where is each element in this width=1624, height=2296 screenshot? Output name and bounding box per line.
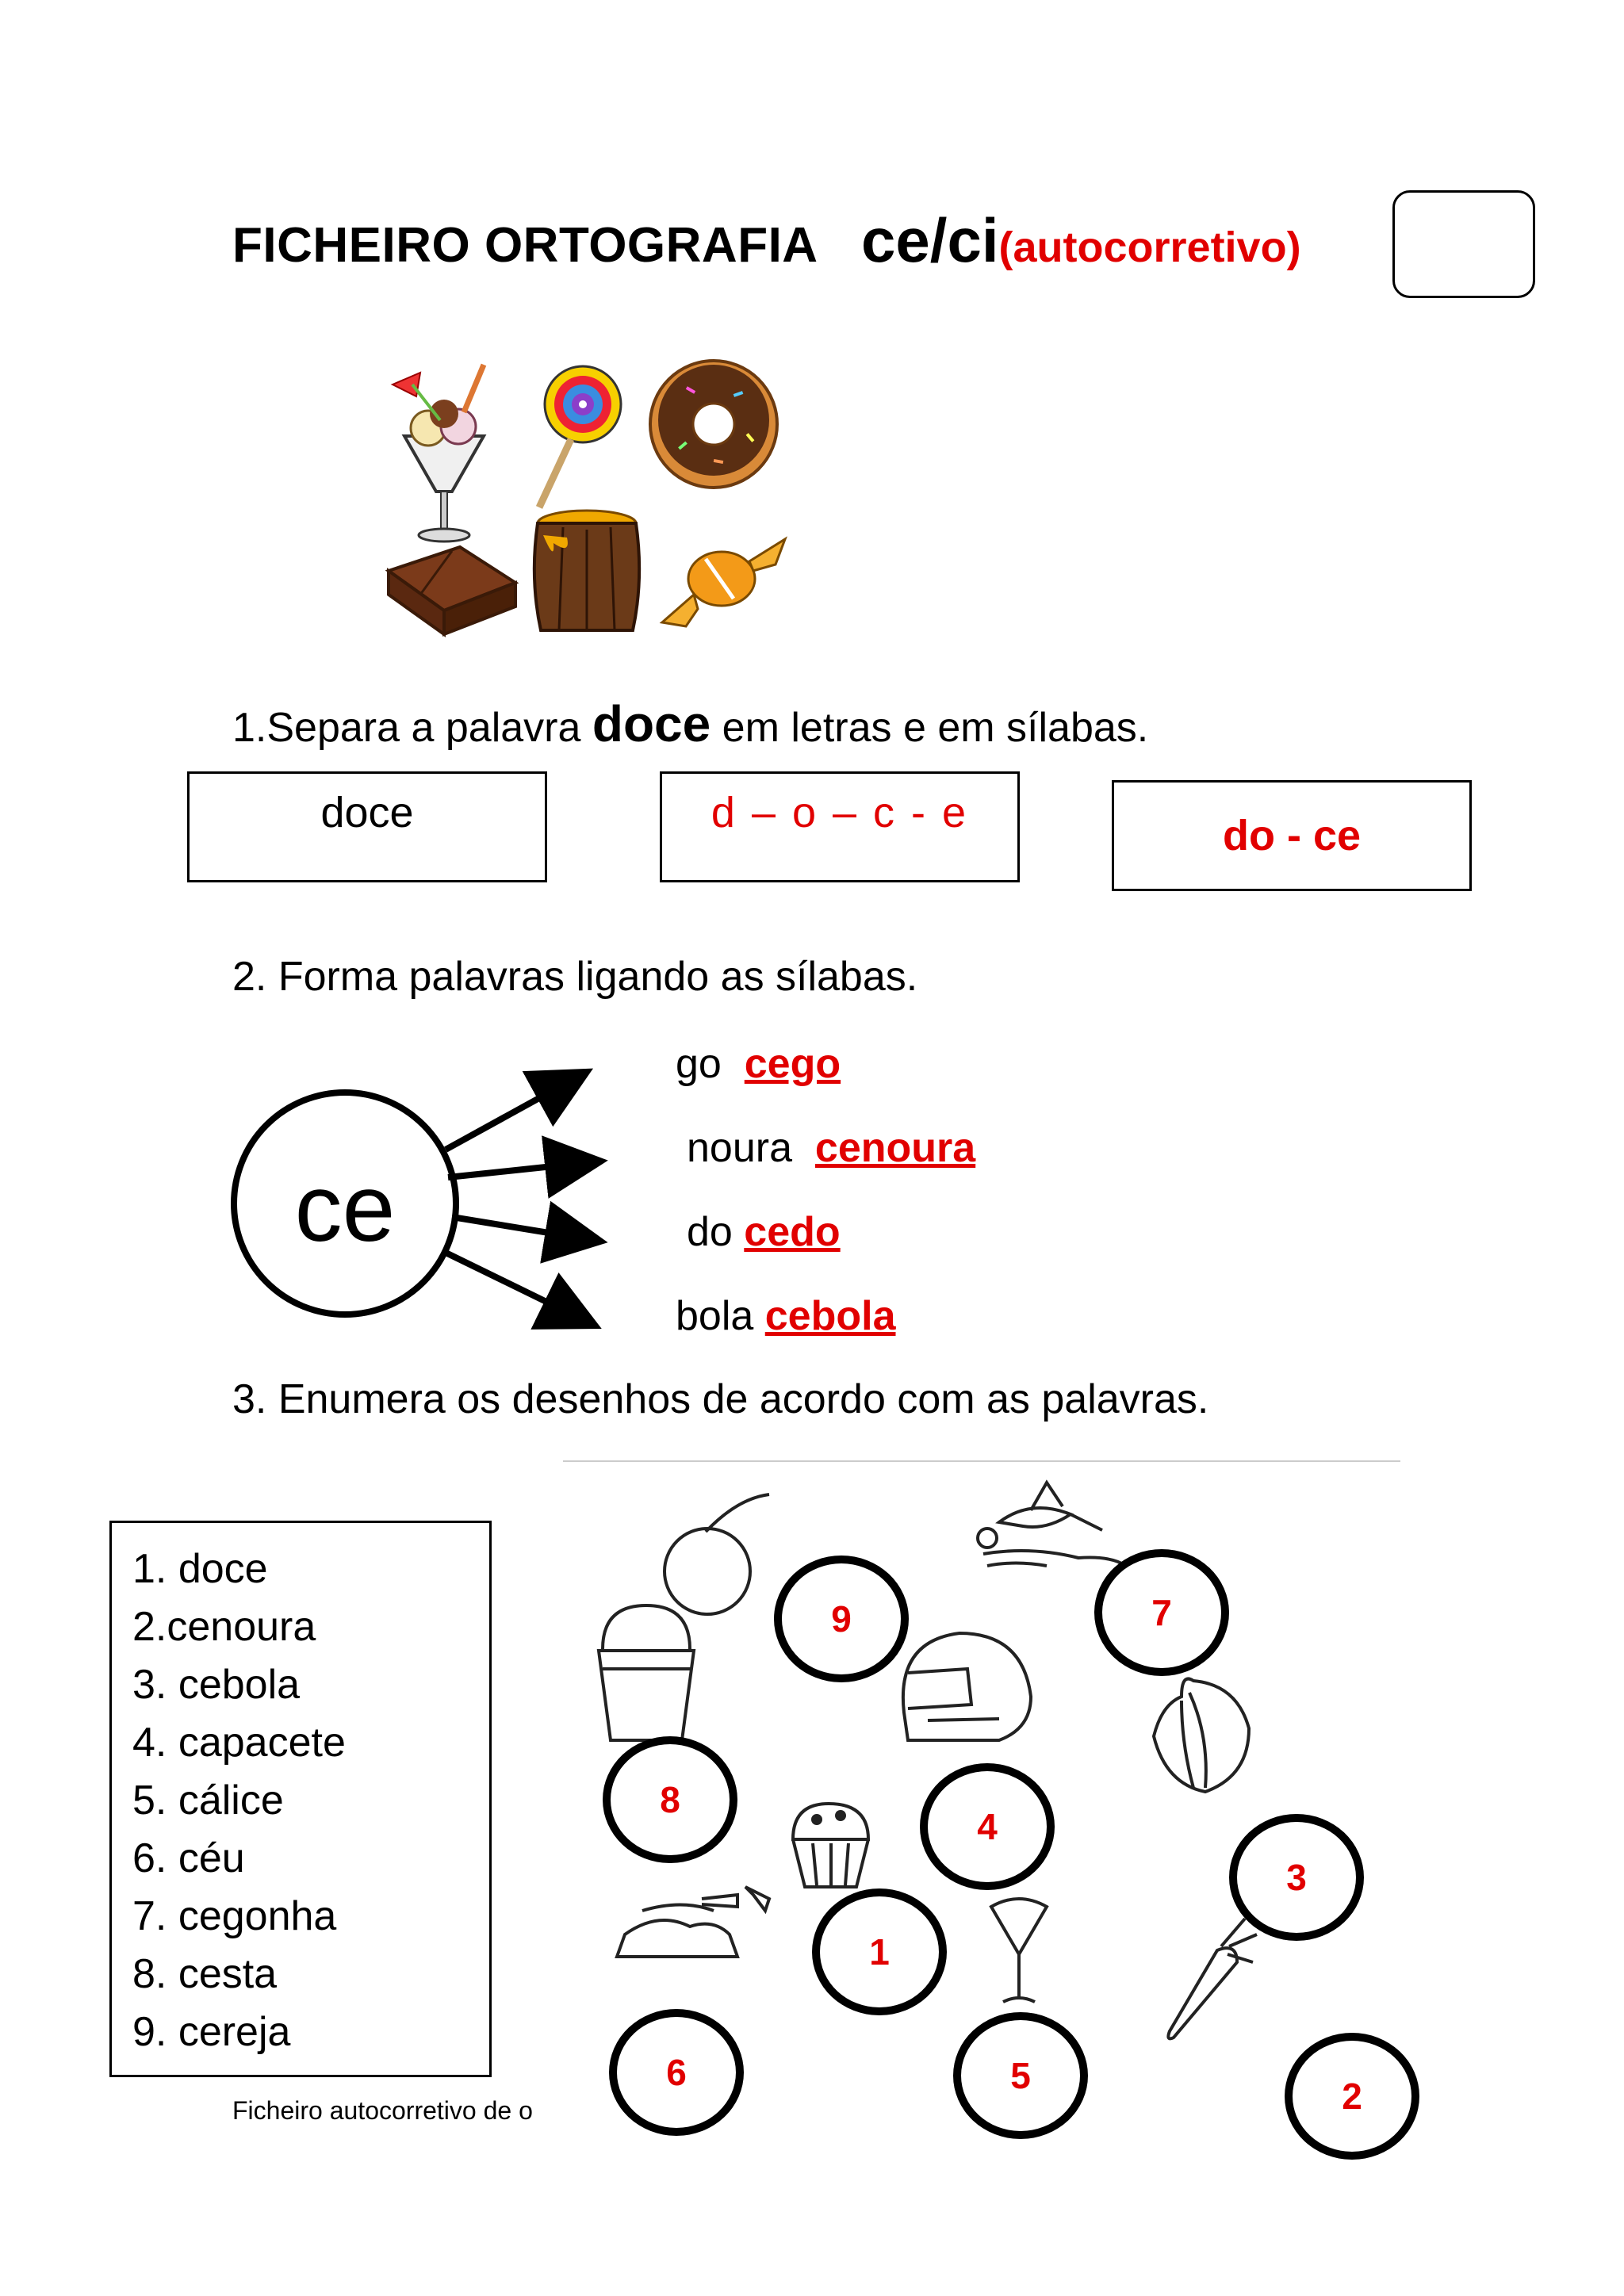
- syllable-noura: noura: [687, 1125, 792, 1171]
- glass-icon: [991, 1899, 1047, 2002]
- word-list-item: 7. cegonha: [132, 1893, 337, 1939]
- badge-calice: 5: [953, 2012, 1088, 2139]
- word-list-item: 5. cálice: [132, 1777, 284, 1823]
- exercise-1-prompt-end: em letras e em sílabas.: [710, 705, 1149, 751]
- onion-icon: [1154, 1679, 1249, 1793]
- badge-cesta: 8: [603, 1736, 737, 1863]
- page-title: [232, 205, 1301, 277]
- grade-box: [1392, 190, 1535, 298]
- chocolate-icon: [389, 547, 515, 634]
- basket-icon: [599, 1605, 694, 1740]
- donut-icon: [650, 361, 777, 488]
- sky-icon: [617, 1887, 769, 1957]
- answer-cego: cego: [744, 1041, 841, 1087]
- footer-text: Ficheiro autocorretivo de o: [232, 2096, 533, 2125]
- title-syllables: ce/ci: [861, 205, 999, 275]
- stork-icon: [978, 1483, 1126, 1566]
- exercise-1-prompt-start: 1.Separa a palavra: [232, 705, 592, 751]
- badge-cegonha: 7: [1094, 1549, 1229, 1676]
- word-list-item: 9. cereja: [132, 2009, 291, 2055]
- badge-ceu: 6: [609, 2009, 744, 2136]
- divider: [563, 1460, 1400, 1462]
- word-list-item: 3. cebola: [132, 1662, 301, 1708]
- letters-box: [660, 771, 1020, 882]
- word-list-item: 2.cenoura: [132, 1604, 316, 1650]
- arrow-4: [442, 1251, 579, 1318]
- badge-cereja: 9: [774, 1556, 909, 1682]
- syllable-do: do: [687, 1209, 733, 1255]
- exercise-3-prompt: 3. Enumera os desenhos de acordo com as palavras.: [232, 1376, 1209, 1422]
- exercise-1-prompt: [232, 695, 1148, 753]
- word-list-item: 8. cesta: [132, 1951, 278, 1997]
- answer-cedo: cedo: [744, 1209, 841, 1255]
- badge-capacete: 4: [920, 1763, 1055, 1890]
- exercise-2-prompt: 2. Forma palavras ligando as sílabas.: [232, 954, 918, 1000]
- badge-cebola: 3: [1229, 1814, 1364, 1941]
- syllable-bola: bola: [676, 1293, 754, 1339]
- syllables-box: [1112, 780, 1472, 891]
- ice-cream-icon: [393, 365, 484, 541]
- word-list-item: 6. céu: [132, 1835, 245, 1881]
- letters-box-text: d – o – c - e: [710, 789, 969, 836]
- sweets-illustration: [373, 357, 801, 642]
- word-box: [187, 771, 547, 882]
- syllable-item: [687, 1208, 841, 1256]
- syllable-go: go: [676, 1041, 722, 1087]
- honey-barrel-icon: [534, 511, 639, 630]
- cupcake-icon: [793, 1804, 868, 1887]
- title-subtitle: (autocorretivo): [998, 224, 1301, 271]
- syllables-box-text: do - ce: [1222, 812, 1362, 859]
- word-box-text: doce: [320, 789, 414, 836]
- syllable-item: [676, 1040, 841, 1088]
- word-list-item: 1. doce: [132, 1546, 268, 1592]
- word-list-box: [109, 1521, 492, 2077]
- lollipop-icon: [539, 366, 621, 507]
- arrow-3: [452, 1217, 583, 1238]
- arrow-1: [446, 1081, 571, 1150]
- exercise-1-keyword: doce: [592, 695, 711, 752]
- arrow-2: [448, 1163, 583, 1177]
- carrot-icon: [1168, 1919, 1257, 2038]
- syllable-item: [676, 1292, 896, 1340]
- center-syllable: ce: [294, 1155, 396, 1261]
- cherry-icon: [665, 1494, 769, 1614]
- title-text: FICHEIRO ORTOGRAFIA: [232, 218, 818, 273]
- badge-cenoura: 2: [1285, 2033, 1419, 2160]
- badge-doce: 1: [812, 1888, 947, 2015]
- answer-cenoura: cenoura: [814, 1125, 976, 1171]
- candy-icon: [662, 539, 785, 626]
- helmet-icon: [903, 1633, 1031, 1740]
- answer-cebola: cebola: [764, 1293, 896, 1339]
- word-list-item: 4. capacete: [132, 1720, 346, 1766]
- syllable-item: [687, 1124, 975, 1172]
